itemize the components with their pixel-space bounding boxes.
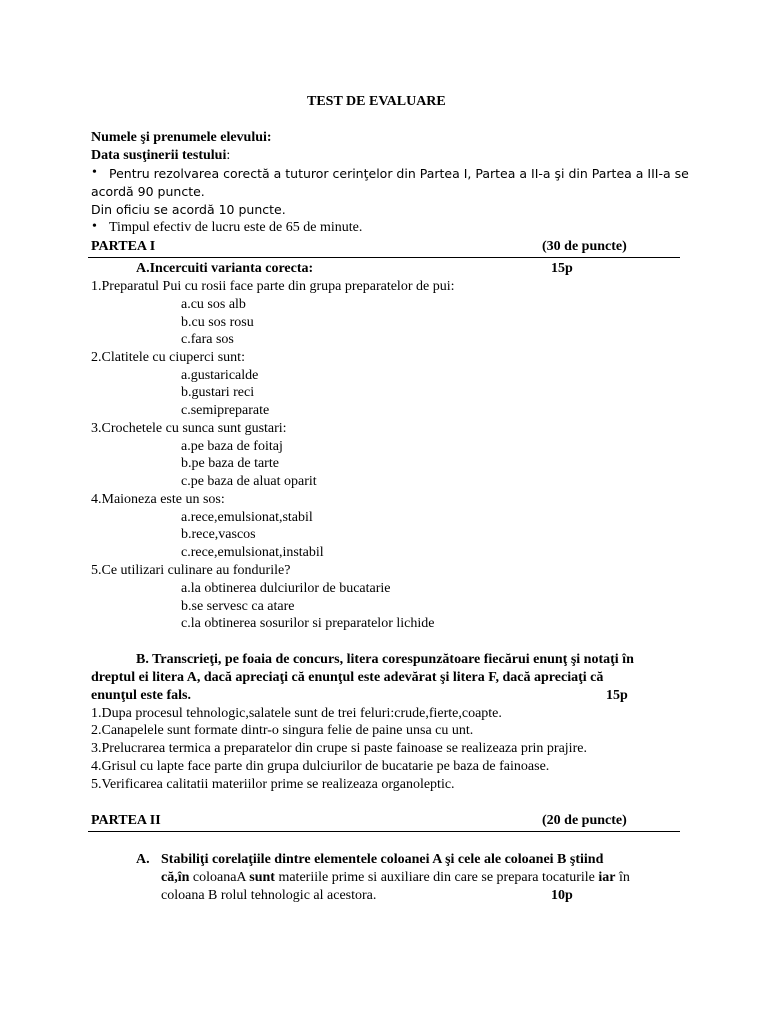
- question-1: 1.Preparatul Pui cu rosii face parte din grupa preparatelor de pui:: [91, 279, 455, 294]
- question-2-option-b: b.gustari reci: [181, 385, 255, 400]
- statement-5: 5.Verificarea calitatii materiilor prime se realizeaza organoleptic.: [91, 777, 455, 792]
- sectionB-instruction-line1: B. Transcrieţi, pe foaia de concurs, litera corespunzătoare fiecărui enunţ şi notaţi în: [136, 652, 634, 667]
- line2-bold-iar: iar: [598, 870, 616, 885]
- question-5: 5.Ce utilizari culinare au fondurile?: [91, 563, 291, 578]
- sectionA-title: A.Incercuiti varianta corecta:: [136, 261, 314, 276]
- partea2-sectionA-line1: Stabiliţi corelaţiile dintre elementele coloanei A şi cele ale coloanei B ştiind: [161, 852, 604, 867]
- instruction-oficiu: Din oficiu se acordă 10 puncte.: [91, 202, 286, 217]
- sectionB-instruction-line3: enunţul este fals.: [91, 688, 191, 703]
- section-divider: [88, 831, 680, 832]
- bullet-icon: •: [92, 219, 97, 234]
- partea2-sectionA-points: 10p: [551, 888, 573, 903]
- line2-text-c: în: [615, 870, 630, 885]
- question-4-option-c: c.rece,emulsionat,instabil: [181, 545, 324, 560]
- partea2-sectionA-letter: A.: [136, 852, 150, 867]
- question-1-option-a: a.cu sos alb: [181, 297, 246, 312]
- question-5-option-b: b.se servesc ca atare: [181, 599, 295, 614]
- student-name-label: Numele şi prenumele elevului:: [91, 130, 272, 145]
- instruction-points-line2: acordă 90 puncte.: [91, 184, 205, 199]
- question-3-option-b: b.pe baza de tarte: [181, 456, 279, 471]
- question-2-option-c: c.semipreparate: [181, 403, 270, 418]
- question-5-option-a: a.la obtinerea dulciurilor de bucatarie: [181, 581, 391, 596]
- bullet-icon: •: [92, 165, 97, 180]
- sectionB-instruction-line2: dreptul ei litera A, dacă apreciaţi că enunţul este adevărat şi litera F, dacă apreciaţi că: [91, 670, 604, 685]
- partea2-sectionA-line3: coloana B rolul tehnologic al acestora.: [161, 888, 377, 903]
- sectionA-points: 15p: [551, 261, 573, 276]
- question-4-option-b: b.rece,vascos: [181, 527, 256, 542]
- line2-bold-ca-in: că,în: [161, 870, 190, 885]
- line2-text-a: coloanaA: [189, 870, 250, 885]
- section-divider: [88, 257, 680, 258]
- statement-2: 2.Canapelele sunt formate dintr-o singura felie de paine unsa cu unt.: [91, 723, 474, 738]
- statement-4: 4.Grisul cu lapte face parte din grupa dulciurilor de bucatarie pe baza de fainoase.: [91, 759, 550, 774]
- line2-bold-sunt: sunt: [249, 870, 275, 885]
- test-date-label-text: Data susţinerii testului: [91, 148, 227, 163]
- instruction-time: Timpul efectiv de lucru este de 65 de minute.: [109, 220, 363, 235]
- question-1-option-b: b.cu sos rosu: [181, 315, 254, 330]
- question-3-option-c: c.pe baza de aluat oparit: [181, 474, 317, 489]
- sectionB-points: 15p: [606, 688, 628, 703]
- statement-3: 3.Prelucrarea termica a preparatelor din crupe si paste fainoase se realizeaza prin prajire.: [91, 741, 587, 756]
- page-title: TEST DE EVALUARE: [307, 94, 446, 109]
- question-2-option-a: a.gustaricalde: [181, 368, 259, 383]
- line2-text-b: materiile prime si auxiliare din care se prepara tocaturile: [274, 870, 599, 885]
- test-date-label: [91, 147, 230, 164]
- instruction-points-line1: Pentru rezolvarea corectă a tuturor cerinţelor din Partea I, Partea a II-a şi din Partea a III-a se: [109, 166, 689, 181]
- question-3: 3.Crochetele cu sunca sunt gustari:: [91, 421, 287, 436]
- question-2: 2.Clatitele cu ciuperci sunt:: [91, 350, 245, 365]
- question-3-option-a: a.pe baza de foitaj: [181, 439, 283, 454]
- partea2-title: PARTEA II: [91, 813, 161, 828]
- partea2-points: (20 de puncte): [542, 813, 627, 828]
- question-4: 4.Maioneza este un sos:: [91, 492, 225, 507]
- question-4-option-a: a.rece,emulsionat,stabil: [181, 510, 313, 525]
- question-5-option-c: c.la obtinerea sosurilor si preparatelor lichide: [181, 616, 435, 631]
- partea1-title: PARTEA I: [91, 239, 156, 254]
- statement-1: 1.Dupa procesul tehnologic,salatele sunt de trei feluri:crude,fierte,coapte.: [91, 706, 502, 721]
- test-date-colon: :: [226, 148, 231, 163]
- partea2-sectionA-line2: [161, 869, 630, 886]
- partea1-points: (30 de puncte): [542, 239, 627, 254]
- question-1-option-c: c.fara sos: [181, 332, 234, 347]
